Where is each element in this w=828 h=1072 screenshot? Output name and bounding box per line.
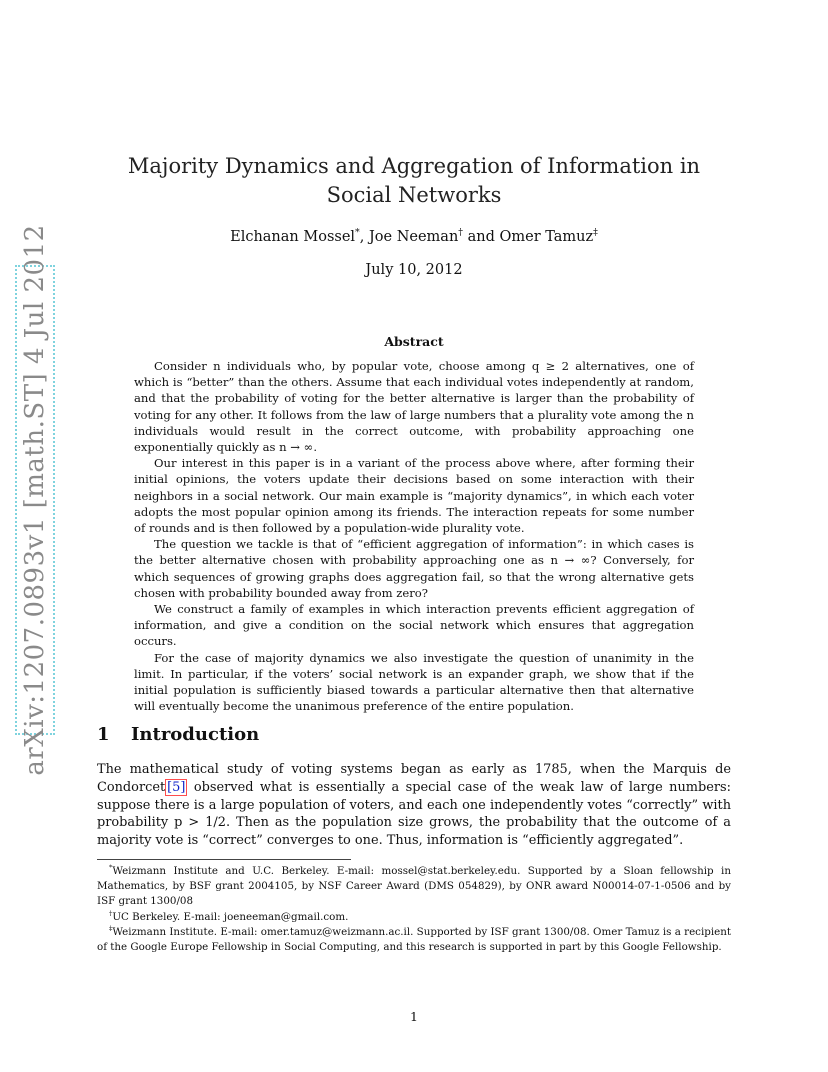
footnote — [97, 864, 731, 910]
citation-link[interactable]: [5] — [167, 779, 186, 795]
abstract-body — [134, 358, 694, 714]
section-number: 1 — [97, 724, 110, 745]
footnote-text: Weizmann Institute. E-mail: omer.tamuz@weizmann.ac.il. Supported by ISF grant 1300/08. Omer Tamuz is a recipient of the Google Europe Fellowship in Social Computing, and this research is supported in part by this Google Fellowship. — [97, 925, 731, 954]
footnote-text: UC Berkeley. E-mail: joeneeman@gmail.com. — [112, 910, 349, 923]
author-name: Omer Tamuz — [499, 229, 594, 245]
footnote-mark: ‡ — [109, 924, 113, 933]
introduction-paragraph — [97, 761, 731, 850]
paper-date: July 10, 2012 — [365, 262, 463, 278]
footnotes — [97, 864, 731, 955]
arxiv-identifier-text: arXiv:1207.0893v1 [math.ST] 4 Jul 2012 — [20, 224, 50, 776]
author-separator: , — [359, 229, 369, 245]
abstract-paragraph: Consider n individuals who, by popular vote, choose among q ≥ 2 alternatives, one of which is “better” than the others. Assume that each individual votes independently at random, and that the probability of voting for the better alternative is larger than the probability of voting for any other. It follows from the law of large numbers that a plurality vote among the n individuals would result in the correct outcome, with probability approaching one exponentially quickly as n → ∞. — [134, 359, 694, 455]
footnote-mark[interactable]: * — [355, 227, 360, 239]
footnote-divider — [97, 859, 351, 860]
footnote — [97, 925, 731, 955]
abstract-paragraph: Our interest in this paper is in a variant of the process above where, after forming their initial opinions, the voters update their decisions based on some interaction with their neighbors in a social network. Our main example is “majority dynamics”, in which each voter adopts the most popular opinion among its friends. The interaction repeats for some number of rounds and is then followed by a population-wide plurality vote. — [134, 456, 694, 536]
abstract-paragraph: We construct a family of examples in which interaction prevents efficient aggregation of information, and give a condition on the social network which ensures that aggregation occurs. — [134, 602, 694, 649]
footnote-mark[interactable]: † — [458, 227, 463, 239]
section-title: Introduction — [131, 724, 260, 745]
section-heading — [97, 724, 259, 745]
page-number: 1 — [410, 1009, 418, 1024]
author-list — [0, 229, 828, 245]
footnote-text: Weizmann Institute and U.C. Berkeley. E-mail: mossel@stat.berkeley.edu. Supported by a Sloan fellowship in Mathematics, by BSF grant 2004105, by NSF Career Award (DMS 054829), by ONR award N00014-07-1-0506 and by ISF grant 1300/08 — [97, 865, 731, 908]
author-name: Elchanan Mossel — [230, 229, 356, 245]
paper-title: Majority Dynamics and Aggregation of Information in Social Networks — [127, 154, 701, 207]
author-separator: and — [463, 229, 500, 245]
author-name: Joe Neeman — [368, 229, 459, 245]
footnote — [97, 910, 731, 925]
body-text-part: observed what is essentially a special case of the weak law of large numbers: suppose there is a large population of voters, and each one independently votes “correctly” with probability p > 1/2. Then as the population size grows, the probability that the outcome of a majority vote is “correct” converges to one. Thus, information is “efficiently aggregated”. — [97, 779, 731, 849]
body-text-part: The mathematical study of voting systems began as early as 1785, when the Marquis de Condorcet — [97, 762, 731, 795]
footnote-mark[interactable]: ‡ — [593, 227, 598, 239]
footnote-mark: † — [109, 909, 113, 918]
abstract-paragraph: The question we tackle is that of “efficient aggregation of information”: in which cases is the better alternative chosen with probability approaching one as n → ∞? Conversely, for which sequences of growing graphs does aggregation fail, so that the wrong alternative gets chosen with probability bounded away from zero? — [134, 537, 694, 600]
footnote-mark: * — [109, 863, 113, 872]
abstract-heading: Abstract — [384, 334, 444, 349]
abstract-paragraph: For the case of majority dynamics we also investigate the question of unanimity in the limit. In particular, if the voters’ social network is an expander graph, we show that if the initial population is sufficiently biased towards a particular alternative then that alternative will eventually become the unanimous preference of the entire population. — [134, 650, 694, 714]
